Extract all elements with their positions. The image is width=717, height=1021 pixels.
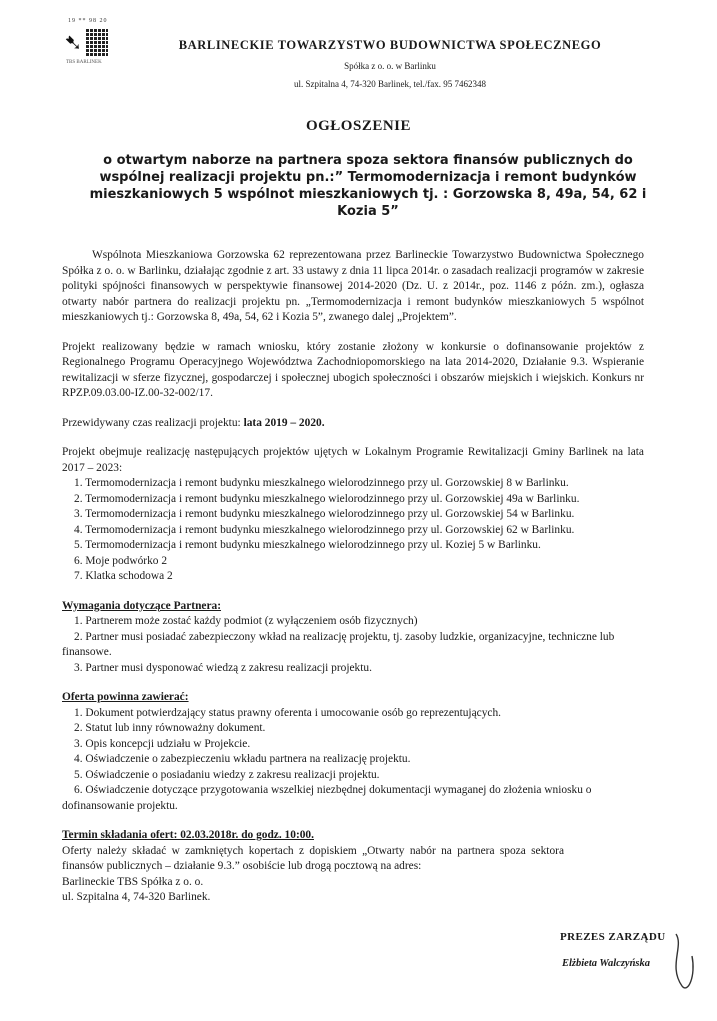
offer-heading: Oferta powinna zawierać:: [62, 691, 189, 703]
list-item: 3. Opis koncepcji udziału w Projekcie.: [74, 737, 251, 750]
scope-intro: Projekt obejmuje realizację następujących projektów ujętych w Lokalnym Programie Rewitalizacji Gminy Barlinek na lata 2017 – 2023:: [62, 446, 644, 474]
intro-paragraph: Wspólnota Mieszkaniowa Gorzowska 62 reprezentowana przez Barlineckie Towarzystwo Budownictwa Społecznego Spółka z o. o. w Barlinku, działając zgodnie z art. 33 ustawy z dnia 11 lipca 2014r. o zasadach realizacji programów w zakresie polityki spójności finansowych w perspektywie finansowej 2014-2020 (Dz. U. z 2014r., poz. 1146 z późn. zm.), ogłasza otwarty nabór partnera do realizacji projektu pn. „Termomodernizacja i remont budynków mieszkaniowych 5 wspólnot mieszkaniowych tj.: Gorzowska 8, 49a, 54, 62 i Kozia 5”, zwanego dalej „Projektem”.: [62, 249, 644, 323]
list-item: 2. Termomodernizacja i remont budynku mieszkalnego wielorodzinnego przy ul. Gorzowskiej 49a w Barlinku.: [74, 492, 580, 505]
logo-text: 19 ** 98 20: [68, 18, 108, 24]
requirements-list: [62, 614, 644, 676]
company-legal-form: Spółka z o. o. w Barlinku: [344, 61, 436, 71]
requirements-heading: Wymagania dotyczące Partnera:: [62, 599, 222, 612]
deadline-address: ul. Szpitalna 4, 74-320 Barlinek.: [62, 891, 211, 903]
deadline-recipient: Barlineckie TBS Spółka z o. o.: [62, 875, 204, 888]
signature-name: Elżbieta Walczyńska: [562, 958, 650, 969]
timeline-label: Przewidywany czas realizacji projektu:: [62, 416, 241, 429]
list-item: 2. Statut lub inny równoważny dokument.: [74, 722, 266, 734]
company-name: BARLINECKIE TOWARZYSTWO BUDOWNICTWA SPOŁECZNEGO: [178, 38, 602, 52]
project-info-paragraph: Projekt realizowany będzie w ramach wniosku, który zostanie złożony w konkursie o dofinansowanie projektów z Regionalnego Programu Operacyjnego Województwa Zachodniopomorskiego na lata 2014-2020, Działanie 9.3. Wspieranie rewitalizacji w sferze fizycznej, gospodarczej i społecznej ubogich społeczności i obszarów miejskich i wiejskich. Konkurs nr RPZP.09.03.00-IZ.00-32-002/17.: [62, 340, 644, 399]
signature-stamp: [556, 926, 706, 996]
deadline-heading: Termin składania ofert: 02.03.2018r. do godz. 10:00.: [62, 829, 314, 841]
list-item: 6. Oświadczenie dotyczące przygotowania wszelkiej niezbędnej dokumentacji wymaganej do złożenia wniosku o dofinansowanie projektu.: [62, 784, 592, 812]
list-item: 5. Oświadczenie o posiadaniu wiedzy z zakresu realizacji projektu.: [74, 768, 380, 781]
company-logo: [58, 18, 118, 66]
building-icon: [86, 28, 108, 56]
company-header: [170, 38, 610, 89]
document-subtitle: o otwartym naborze na partnera spoza sektora finansów publicznych do wspólnej realizacji projektu pn.:” Termomodernizacja i remont budynków mieszkaniowych 5 wspólnot mieszkaniowych tj. : Gorzowska 8, 49a, 54, 62 i Kozia 5”: [89, 153, 647, 220]
document-body: [62, 248, 644, 906]
list-item: 1. Termomodernizacja i remont budynku mieszkalnego wielorodzinnego przy ul. Gorzowskiej 8 w Barlinku.: [74, 477, 569, 489]
timeline-value: lata 2019 – 2020.: [243, 416, 325, 429]
list-item: 2. Partner musi posiadać zabezpieczony wkład na realizację projektu, tj. zasoby ludzkie, organizacyjne, techniczne lub finansowe.: [62, 630, 615, 658]
list-item: 3. Termomodernizacja i remont budynku mieszkalnego wielorodzinnego przy ul. Gorzowskiej 54 w Barlinku.: [74, 508, 575, 520]
logo-subtext: TBS BARLINEK: [66, 60, 102, 65]
offer-list: [62, 706, 644, 815]
list-item: 5. Termomodernizacja i remont budynku mieszkalnego wielorodzinnego przy ul. Koziej 5 w Barlinku.: [74, 539, 541, 551]
signature-role: PREZES ZARZĄDU: [560, 931, 666, 943]
list-item: 1. Partnerem może zostać każdy podmiot (z wyłączeniem osób fizycznych): [74, 615, 418, 627]
company-address: ul. Szpitalna 4, 74-320 Barlinek, tel./fax. 95 7462348: [294, 79, 486, 89]
list-item: 1. Dokument potwierdzający status prawny oferenta i umocowanie osób go reprezentujących.: [74, 706, 501, 719]
list-item: 4. Oświadczenie o zabezpieczeniu wkładu partnera na realizację projektu.: [74, 753, 411, 765]
list-item: 7. Klatka schodowa 2: [74, 570, 173, 582]
deadline-text: Oferty należy składać w zamkniętych kopertach z dopiskiem „Otwarty nabór na partnera spoza sektora finansów publicznych – działanie 9.3.” osobiście lub drogą pocztową na adres:: [62, 844, 564, 872]
bird-icon: ➷: [64, 30, 83, 55]
list-item: 4. Termomodernizacja i remont budynku mieszkalnego wielorodzinnego przy ul. Gorzowskiej 62 w Barlinku.: [74, 523, 575, 536]
list-item: 6. Moje podwórko 2: [74, 554, 168, 567]
document-title: OGŁOSZENIE: [305, 118, 412, 134]
scope-list: [62, 476, 644, 585]
timeline-paragraph: [62, 416, 644, 432]
list-item: 3. Partner musi dysponować wiedzą z zakresu realizacji projektu.: [74, 661, 372, 674]
